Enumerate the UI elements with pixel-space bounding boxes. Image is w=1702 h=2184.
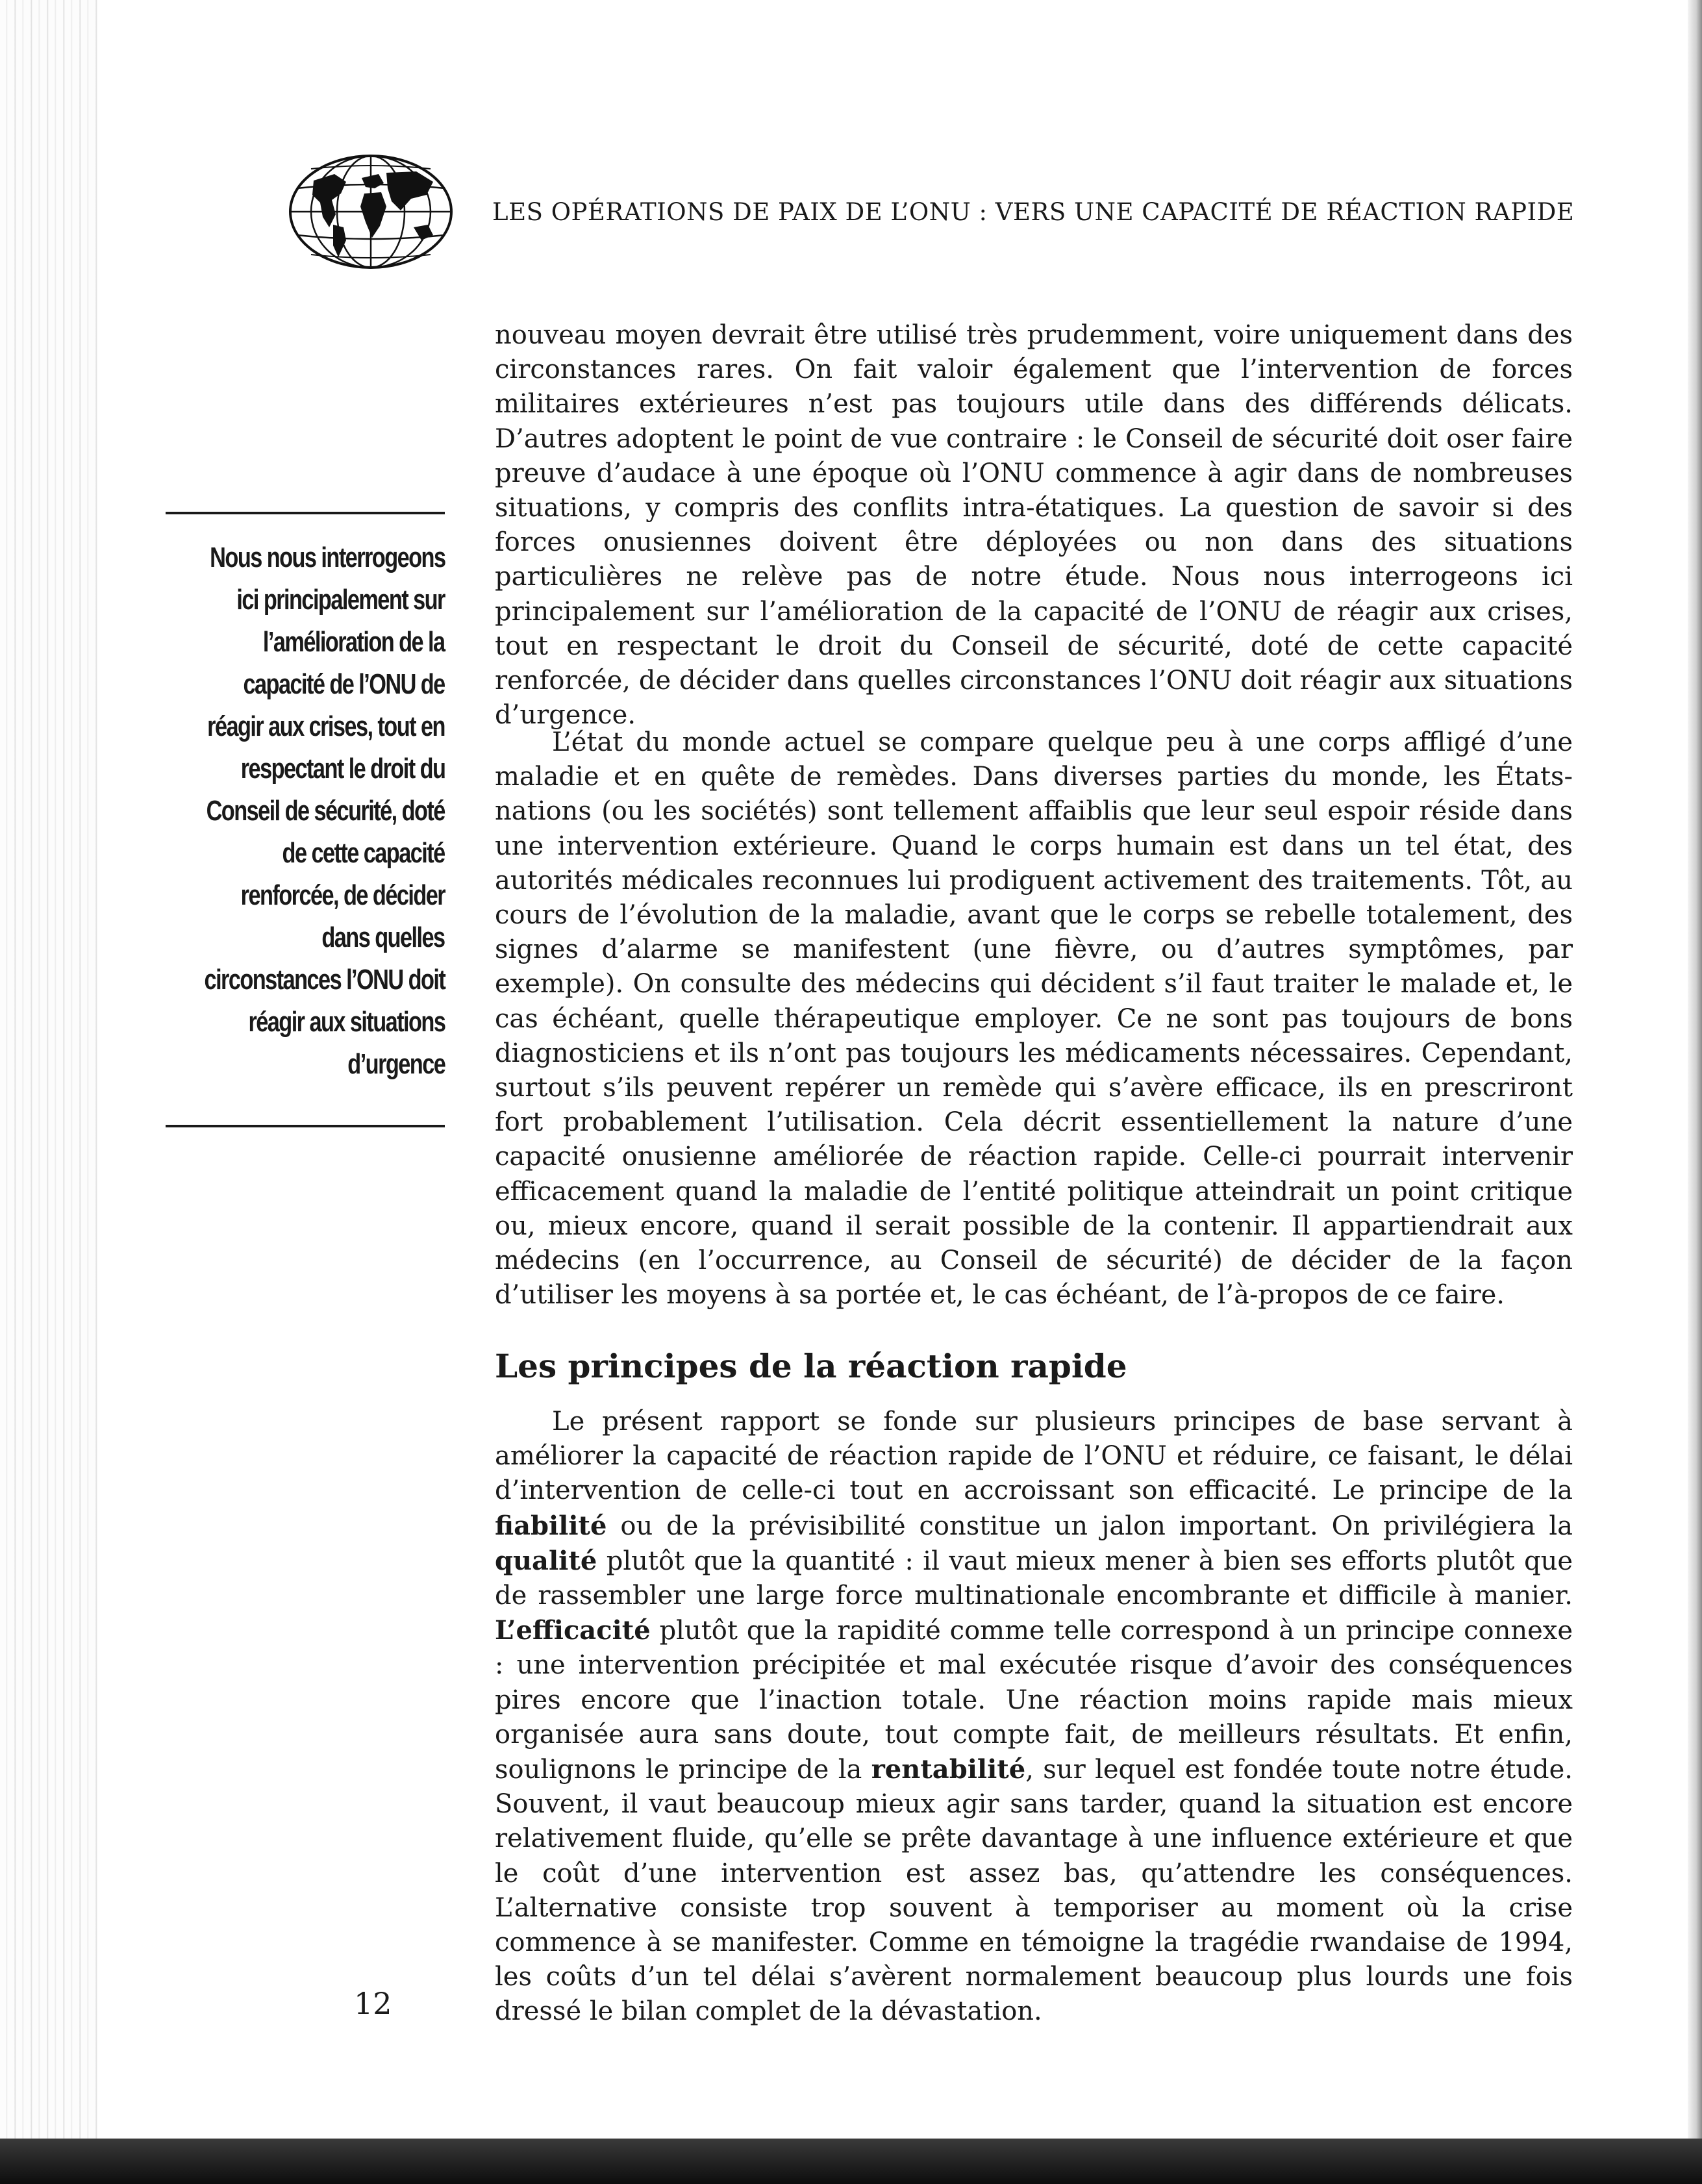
pullquote-line-wrap [166, 795, 445, 834]
pullquote-rule-top [166, 512, 445, 514]
body-paragraph-1 [495, 318, 1573, 733]
pullquote-line-wrap [166, 710, 445, 749]
scanned-binding-edge [0, 0, 97, 2184]
pullquote-line-wrap [166, 837, 445, 876]
pullquote-line-wrap [166, 922, 445, 960]
running-header: LES OPÉRATIONS DE PAIX DE L’ONU : VERS UNE CAPACITÉ DE RÉACTION RAPIDE [492, 198, 1575, 226]
emphasis-qualite: qualité [495, 1545, 597, 1576]
text-run: , sur lequel est fondée toute notre étude. Souvent, il vaut beaucoup mieux agir sans tarder, quand la situation est encore relativement fluide, qu’elle se prête davantage à une influence extérieure et que le coût d’une intervention est assez bas, qu’attendre les conséquences. L’alternative consiste trop souvent à temporiser au moment où la crise commence à se manifester. Comme en témoigne la tragédie rwandaise de 1994, les coûts d’un tel délai s’avèrent normalement beaucoup plus lourds une fois dressé le bilan complet de la dévastation. [495, 1755, 1573, 2027]
pullquote-line: Conseil de sécurité, doté [206, 795, 445, 827]
pullquote-line-wrap [166, 542, 445, 581]
scanned-page-edge-right [1688, 0, 1702, 2184]
pullquote-line-wrap [166, 964, 445, 1003]
pullquote-line-wrap [166, 1048, 445, 1087]
pullquote-line: réagir aux crises, tout en [207, 710, 445, 742]
globe-icon [289, 155, 453, 269]
pullquote-line: de cette capacité [282, 837, 445, 869]
body-paragraph-2 [495, 725, 1573, 1312]
pullquote-line-wrap [166, 879, 445, 918]
paragraph-text: nouveau moyen devrait être utilisé très prudemment, voire uniquement dans des circonstances rares. On fait valoir également que l’intervention de forces militaires extérieures n’est pas toujours utile dans des différends délicats. D’autres adoptent le point de vue contraire : le Conseil de sécurité doit oser faire preuve d’audace à une époque où l’ONU commence à agir dans de nombreuses situations, y compris des conflits intra-étatiques. La question de savoir si des forces onusiennes doivent être déployées ou non dans des situations particulières ne relève pas de notre étude. Nous nous interrogeons ici principalement sur l’amélioration de la capacité de l’ONU de réagir aux crises, tout en respectant le droit du Conseil de sécurité, doté de cette capacité renforcée, de décider dans quelles circonstances l’ONU doit réagir aux situations d’urgence. [495, 320, 1573, 731]
pullquote-line: d’urgence [347, 1048, 445, 1080]
section-heading: Les principes de la réaction rapide [495, 1347, 1127, 1385]
pullquote-line: ici principalement sur [236, 584, 445, 616]
pullquote-line-wrap [166, 1006, 445, 1045]
pullquote-rule-bottom [166, 1125, 445, 1127]
emphasis-efficacite: L’efficacité [495, 1615, 651, 1646]
body-paragraph-3 [495, 1405, 1573, 2029]
emphasis-fiabilite: fiabilité [495, 1510, 607, 1541]
pullquote-line: Nous nous interrogeons [209, 542, 445, 573]
pullquote-line: renforcée, de décider [240, 879, 445, 911]
pullquote-line-wrap [166, 626, 445, 665]
text-run: plutôt que la rapidité comme telle correspond à un principe connexe : une intervention précipitée et mal exécutée risque d’avoir des conséquences pires encore que l’inaction totale. Une réaction moins rapide mais mieux organisée aura sans doute, tout compte fait, de meilleurs résultats. Et enfin, soulignons le principe de la [495, 1616, 1573, 1785]
pullquote-line: circonstances l’ONU doit [204, 964, 445, 996]
pullquote-line-wrap [166, 584, 445, 623]
text-run: Le présent rapport se fonde sur plusieurs principes de base servant à améliorer la capacité de réaction rapide de l’ONU et réduire, ce faisant, le délai d’intervention de celle-ci tout en accroissant son efficacité. Le principe de la [495, 1407, 1573, 1506]
pullquote-line-wrap [166, 753, 445, 792]
scanned-page-edge-bottom [0, 2139, 1702, 2184]
paragraph-text: L’état du monde actuel se compare quelque peu à une corps affligé d’une maladie et en quête de remèdes. Dans diverses parties du monde, les États-nations (ou les sociétés) sont tellement affaiblis que leur seul espoir réside dans une intervention extérieure. Quand le corps humain est dans un tel état, des autorités médicales reconnues lui prodiguent activement des traitements. Tôt, au cours de l’évolution de la maladie, avant que le corps se rebelle totalement, des signes d’alarme se manifestent (une fièvre, ou d’autres symptômes, par exemple). On consulte des médecins qui décident s’il faut traiter le malade et, le cas échéant, quelle thérapeutique employer. Ce ne sont pas toujours de bons diagnosticiens et ils n’ont pas toujours les médicaments nécessaires. Cependant, surtout s’ils peuvent repérer un remède qui s’avère efficace, ils en prescriront fort probablement l’utilisation. Cela décrit essentiellement la nature d’une capacité onusienne améliorée de réaction rapide. Celle-ci pourrait intervenir efficacement quand la maladie de l’entité politique atteindrait un point critique ou, mieux encore, quand il serait possible de la contenir. Il appartiendrait aux médecins (en l’occurrence, au Conseil de sécurité) de décider de la façon d’utiliser les moyens à sa portée et, le cas échéant, de l’à-propos de ce faire. [495, 727, 1573, 1311]
pullquote-line: capacité de l’ONU de [243, 668, 445, 700]
pullquote-line-wrap [166, 668, 445, 707]
text-run: ou de la prévisibilité constitue un jalon important. On privilégiera la [607, 1511, 1573, 1541]
pullquote-line: respectant le droit du [240, 753, 445, 784]
pullquote-line: l’amélioration de la [263, 626, 445, 658]
emphasis-rentabilite: rentabilité [871, 1754, 1026, 1785]
pullquote-line: dans quelles [321, 922, 445, 953]
page-number: 12 [354, 1986, 392, 2021]
text-run: plutôt que la quantité : il vaut mieux mener à bien ses efforts plutôt que de rassembler une large force multinationale encombrante et difficile à manier. [495, 1546, 1573, 1611]
pullquote-line: réagir aux situations [248, 1006, 445, 1038]
paragraph-text [495, 1405, 1573, 2029]
